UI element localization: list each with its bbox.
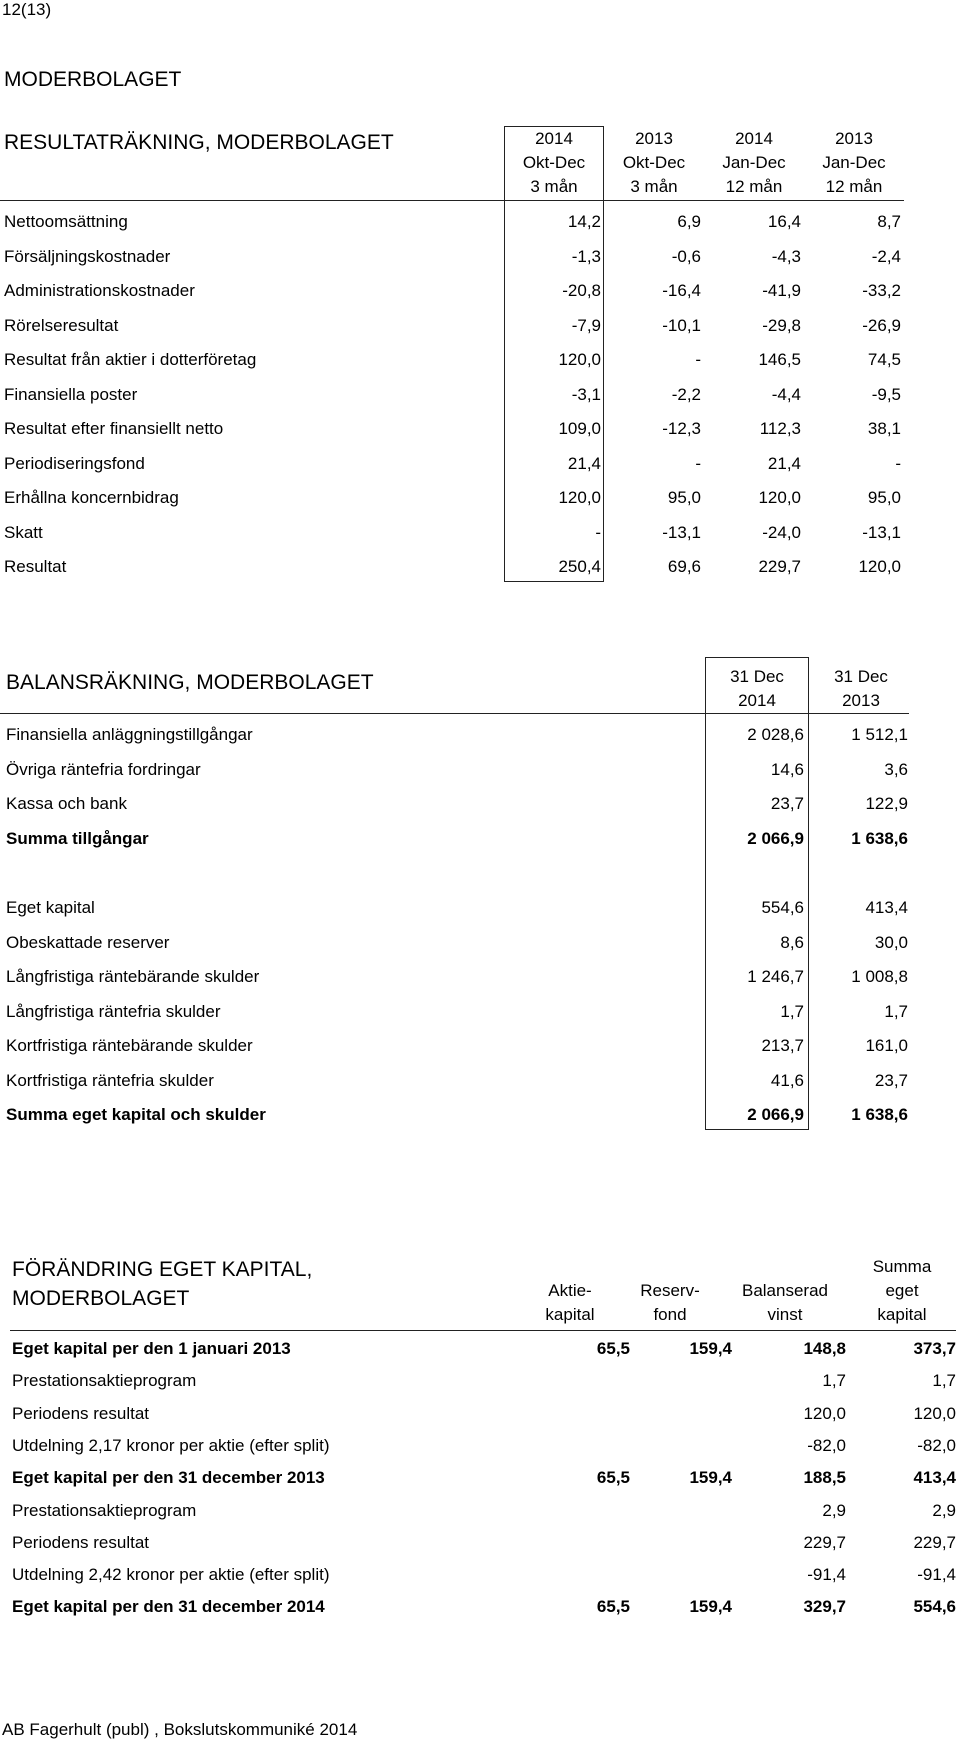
col-line1 [620,1255,720,1279]
row-value: 122,9 [865,794,908,813]
row-value: 2 066,9 [747,828,804,848]
income-row [4,516,904,550]
row-value: 159,4 [689,1339,732,1358]
row-label: Resultat [4,557,67,576]
row-value: 6,9 [677,212,701,231]
row-label: Kortfristiga räntefria skulder [6,1070,214,1090]
income-row [4,240,904,274]
col-line1: Summa [872,1257,932,1276]
row-value: 3,6 [884,759,908,779]
equity-row [12,1364,956,1398]
equity-row [12,1429,956,1463]
row-label: Summa eget kapital och skulder [6,1105,266,1124]
row-value: 74,5 [867,350,901,369]
row-value: -2,4 [871,246,901,266]
row-value: 23,7 [874,1070,908,1090]
equity-col-3 [850,1255,954,1327]
row-value: -9,5 [871,384,901,404]
row-value: 109,0 [558,419,601,438]
row-value: 21,4 [767,453,801,473]
row-label: Periodens resultat [12,1403,150,1423]
equity-row [12,1558,956,1592]
row-value: 146,5 [758,350,801,369]
row-value: 1 638,6 [851,1105,908,1124]
row-value: -91,4 [807,1565,846,1585]
income-row [4,343,904,377]
row-value: 1,7 [822,1371,846,1391]
row-label: Långfristiga räntebärande skulder [6,967,260,986]
balance-liability-row [6,1064,909,1098]
row-value: 23,7 [770,794,804,813]
col-line1 [720,1255,850,1279]
row-label: Långfristiga räntefria skulder [6,1001,221,1021]
row-value: 188,5 [803,1468,846,1488]
row-label: Kortfristiga räntebärande skulder [6,1036,253,1055]
row-value: 120,0 [913,1403,956,1423]
col-line2: Balanserad [741,1281,828,1300]
row-value: - [695,350,701,369]
income-row [4,447,904,481]
equity-row [12,1332,956,1366]
row-label: Rörelseresultat [4,315,119,335]
equity-row [12,1494,956,1528]
row-value: 14,6 [770,759,804,779]
row-value: -7,9 [571,315,601,335]
row-value: 95,0 [867,488,901,507]
row-label: Obeskattade reserver [6,932,170,952]
row-value: 413,4 [913,1468,956,1488]
col-date: 31 Dec [730,667,784,686]
row-value: -12,3 [662,419,701,438]
col-period: Okt-Dec [522,153,586,172]
row-value: 2 066,9 [747,1105,804,1124]
row-value: 120,0 [558,350,601,369]
row-label: Periodens resultat [12,1532,150,1552]
balance-asset-row [6,718,909,752]
row-value: 69,6 [667,557,701,576]
row-label: Erhållna koncernbidrag [4,488,179,507]
balance-asset-row [6,787,909,821]
row-value: -0,6 [671,246,701,266]
row-value: 30,0 [874,932,908,952]
row-value: 148,8 [803,1339,846,1358]
row-value: 1 512,1 [851,725,908,744]
income-row [4,205,904,239]
equity-row [12,1526,956,1560]
row-value: 1 638,6 [851,828,908,848]
row-value: -16,4 [662,281,701,300]
row-value: 213,7 [761,1036,804,1055]
row-value: -82,0 [917,1435,956,1455]
income-col-1 [604,127,704,199]
row-value: 1 246,7 [747,967,804,986]
col-line2: Aktie- [548,1281,592,1300]
balance-liability-row [6,1029,909,1063]
col-line2: eget [885,1281,919,1300]
row-value: 229,7 [803,1532,846,1552]
row-label: Utdelning 2,17 kronor per aktie (efter split) [12,1435,330,1455]
row-value: 112,3 [759,419,801,438]
income-row [4,481,904,515]
equity-col-0 [520,1255,620,1327]
balance-col-1 [809,665,913,713]
equity-title-line1: FÖRÄNDRING EGET KAPITAL, [12,1258,313,1281]
row-value: 159,4 [689,1468,732,1488]
row-value: 229,7 [913,1532,956,1552]
row-value: -13,1 [662,522,701,542]
col-year: 2013 [635,129,673,148]
col-date: 31 Dec [834,667,888,686]
row-value: 554,6 [761,898,804,917]
row-value: 95,0 [667,488,701,507]
page-number: 12(13) [2,0,52,19]
row-value: -3,1 [571,384,601,404]
row-value: - [695,453,701,473]
row-value: 161,0 [865,1036,908,1055]
row-value: 250,4 [558,557,601,576]
col-year: 2014 [738,691,776,710]
row-value: -26,9 [862,315,901,335]
balance-title: BALANSRÄKNING, MODERBOLAGET [6,671,374,694]
equity-row [12,1590,956,1624]
row-value: 38,1 [867,419,901,438]
row-value: 21,4 [567,453,601,473]
row-value: 120,0 [758,488,801,507]
col-months: 12 mån [825,177,883,196]
balance-liability-row [6,960,909,994]
row-value: 41,6 [770,1070,804,1090]
row-value: 65,5 [596,1597,630,1617]
income-row [4,550,904,584]
income-col-2 [704,127,804,199]
row-value: 2,9 [822,1500,846,1520]
row-value: - [895,453,901,473]
balance-liability-row [6,1098,909,1132]
row-label: Prestationsaktieprogram [12,1500,197,1520]
row-value: 1,7 [932,1371,956,1391]
row-value: 373,7 [913,1339,956,1358]
row-value: 65,5 [596,1339,630,1358]
row-label: Eget kapital [6,898,95,917]
balance-asset-row [6,753,909,787]
row-label: Eget kapital per den 31 december 2013 [12,1468,325,1488]
row-value: -41,9 [762,281,801,300]
income-row [4,412,904,446]
income-row [4,274,904,308]
col-line2: Reserv- [640,1281,700,1300]
row-value: -33,2 [862,281,901,300]
col-period: Jan-Dec [722,153,786,172]
row-value: -10,1 [662,315,701,335]
row-label: Nettoomsättning [4,212,128,231]
row-label: Utdelning 2,42 kronor per aktie (efter split) [12,1565,330,1585]
equity-header-rule [10,1330,956,1331]
balance-header-rule [0,713,909,714]
row-value: 16,4 [767,212,801,231]
equity-title [12,1255,312,1313]
col-line1 [520,1255,620,1279]
row-label: Resultat från aktier i dotterföretag [4,350,257,369]
row-label: Eget kapital per den 31 december 2014 [12,1597,325,1617]
row-label: Periodiseringsfond [4,453,145,473]
row-label: Summa tillgångar [6,828,149,848]
row-value: 413,4 [865,898,908,917]
col-line3: vinst [767,1305,803,1324]
main-title: MODERBOLAGET [4,68,182,91]
row-value: 554,6 [913,1597,956,1617]
row-value: 8,6 [780,932,804,952]
row-value: 1,7 [884,1001,908,1021]
col-months: 3 mån [530,177,578,196]
col-months: 12 mån [725,177,783,196]
col-months: 3 mån [630,177,678,196]
row-value: -24,0 [762,522,801,542]
row-label: Försäljningskostnader [4,246,171,266]
row-value: 8,7 [877,212,901,231]
col-year: 2013 [835,129,873,148]
row-value: 229,7 [758,557,801,576]
income-header-rule [0,200,904,201]
row-value: 1 008,8 [851,967,908,986]
footer: AB Fagerhult (publ) , Bokslutskommuniké 2014 [2,1720,358,1739]
row-value: -91,4 [917,1565,956,1585]
row-label: Finansiella anläggningstillgångar [6,725,253,744]
equity-col-1 [620,1255,720,1327]
row-value: 14,2 [567,212,601,231]
income-row [4,378,904,412]
income-col-0 [504,127,604,199]
row-value: -2,2 [671,384,701,404]
row-value: 1,7 [780,1001,804,1021]
equity-col-2 [720,1255,850,1327]
balance-liability-row [6,995,909,1029]
row-label: Prestationsaktieprogram [12,1371,197,1391]
col-period: Okt-Dec [622,153,686,172]
row-value: 329,7 [803,1597,846,1617]
row-value: -20,8 [562,281,601,300]
row-label: Finansiella poster [4,384,138,404]
col-line3: fond [653,1305,687,1324]
equity-title-line2: MODERBOLAGET [12,1287,190,1310]
row-label: Kassa och bank [6,794,127,813]
row-value: 2 028,6 [747,725,804,744]
income-title: RESULTATRÄKNING, MODERBOLAGET [4,131,394,154]
row-value: -4,4 [771,384,801,404]
row-label: Skatt [4,522,43,542]
row-value: -82,0 [807,1435,846,1455]
equity-row [12,1397,956,1431]
income-row [4,309,904,343]
row-value: -1,3 [571,246,601,266]
row-value: 2,9 [932,1500,956,1520]
balance-liability-row [6,891,909,925]
row-label: Administrationskostnader [4,281,195,300]
col-period: Jan-Dec [822,153,886,172]
row-label: Resultat efter finansiellt netto [4,419,224,438]
col-line3: kapital [545,1305,595,1324]
balance-asset-row [6,822,909,856]
row-value: 65,5 [596,1468,630,1488]
row-value: 120,0 [858,557,901,576]
row-value: 159,4 [689,1597,732,1617]
row-value: 120,0 [803,1403,846,1423]
row-value: - [595,522,601,542]
row-value: -13,1 [862,522,901,542]
col-year: 2014 [535,129,573,148]
equity-row [12,1461,956,1495]
row-value: -4,3 [771,246,801,266]
col-year: 2013 [842,691,880,710]
row-value: 120,0 [558,488,601,507]
row-value: -29,8 [762,315,801,335]
income-col-3 [804,127,904,199]
col-year: 2014 [735,129,773,148]
balance-liability-row [6,926,909,960]
row-label: Övriga räntefria fordringar [6,759,201,779]
col-line3: kapital [877,1305,927,1324]
row-label: Eget kapital per den 1 januari 2013 [12,1339,291,1358]
balance-col-0 [705,665,809,713]
